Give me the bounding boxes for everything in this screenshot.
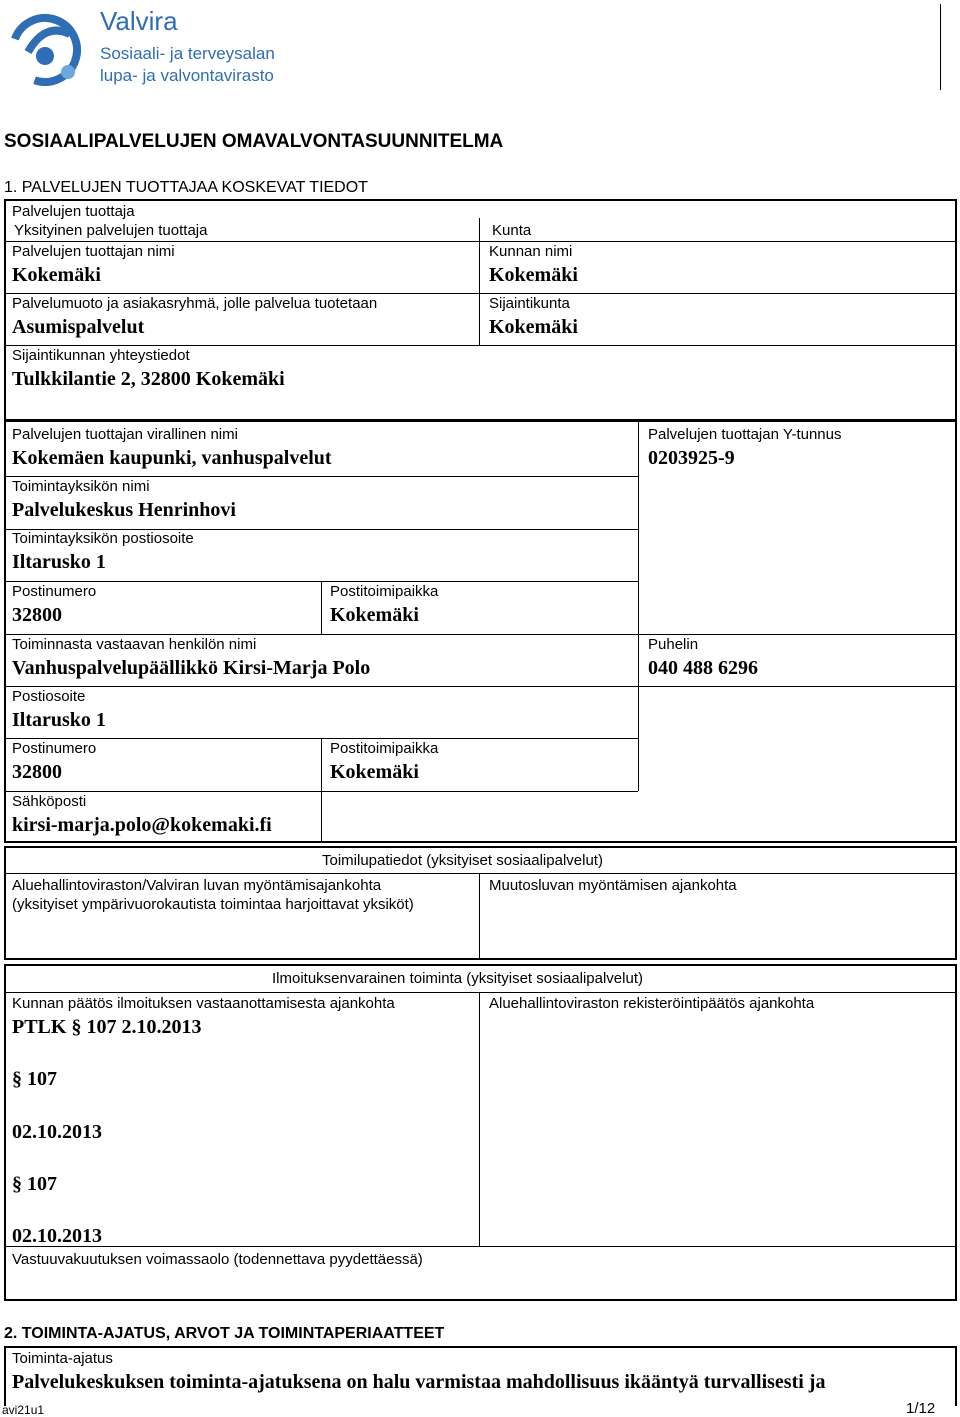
- location-label: Sijaintikunta: [489, 295, 570, 312]
- provider-name-label: Palvelujen tuottajan nimi: [12, 243, 175, 260]
- unit-name-label: Toimintayksikön nimi: [12, 478, 150, 495]
- logo-name: Valvira: [100, 6, 178, 36]
- unit-address: Iltarusko 1: [12, 551, 106, 573]
- section4-heading: Ilmoituksenvarainen toiminta (yksityiset sosiaalipalvelut): [272, 970, 643, 987]
- registration-decision-label: Aluehallintoviraston rekisteröintipäätös ajankohta: [489, 995, 815, 1012]
- page-number: 1/12: [906, 1400, 936, 1417]
- postal-code-label: Postinumero: [12, 583, 97, 600]
- logo-line2: lupa- ja valvontavirasto: [100, 66, 274, 85]
- responsible-label: Toiminnasta vastaavan henkilön nimi: [12, 636, 257, 653]
- mission-label: Toiminta-ajatus: [12, 1350, 113, 1367]
- official-name-label: Palvelujen tuottajan virallinen nimi: [12, 426, 238, 443]
- form-code: avi21u1: [2, 1403, 45, 1417]
- email: kirsi-marja.polo@kokemaki.fi: [12, 814, 272, 836]
- permit-date-label-2: (yksityiset ympärivuorokautista toimintaa harjoittavat yksiköt): [12, 896, 414, 913]
- phone: 040 488 6296: [648, 657, 758, 679]
- municipality-name: Kokemäki: [489, 264, 578, 286]
- provider-label: Palvelujen tuottaja: [12, 203, 135, 220]
- municipal-decision-label: Kunnan päätös ilmoituksen vastaanottamisesta ajankohta: [12, 995, 395, 1012]
- permit-date-label-1: Aluehallintoviraston/Valviran luvan myöntämisajankohta: [12, 877, 382, 894]
- post-office2: Kokemäki: [330, 761, 419, 783]
- mission-text: Palvelukeskuksen toiminta-ajatuksena on halu varmistaa mahdollisuus ikääntyä turvallisesti ja: [12, 1371, 826, 1393]
- address: Iltarusko 1: [12, 709, 106, 731]
- postal-code2: 32800: [12, 761, 62, 783]
- location: Kokemäki: [489, 316, 578, 338]
- municipality-name-label: Kunnan nimi: [489, 243, 573, 260]
- provider-name: Kokemäki: [12, 264, 101, 286]
- contact: Tulkkilantie 2, 32800 Kokemäki: [12, 368, 285, 390]
- header-divider: [940, 4, 941, 90]
- decision-line-2: § 107: [12, 1068, 57, 1090]
- email-label: Sähköposti: [12, 793, 87, 810]
- post-office2-label: Postitoimipaikka: [330, 740, 439, 757]
- page-title: SOSIAALIPALVELUJEN OMAVALVONTASUUNNITELMA: [4, 131, 504, 152]
- decision-line-4: § 107: [12, 1173, 57, 1195]
- contact-label: Sijaintikunnan yhteystiedot: [12, 347, 190, 364]
- section3-heading: Toimilupatiedot (yksityiset sosiaalipalvelut): [322, 852, 603, 869]
- ytunnus: 0203925-9: [648, 447, 735, 469]
- section5-heading: 2. TOIMINTA-AJATUS, ARVOT JA TOIMINTAPERIAATTEET: [4, 1325, 445, 1342]
- decision-line-1: PTLK § 107 2.10.2013: [12, 1016, 202, 1038]
- ytunnus-label: Palvelujen tuottajan Y-tunnus: [648, 426, 842, 443]
- section1-heading: 1. PALVELUJEN TUOTTAJAA KOSKEVAT TIEDOT: [4, 179, 368, 196]
- service-form: Asumispalvelut: [12, 316, 145, 338]
- valvira-logo-icon: [8, 12, 86, 86]
- logo-line1: Sosiaali- ja terveysalan: [100, 44, 275, 63]
- unit-name: Palvelukeskus Henrinhovi: [12, 499, 236, 521]
- postal-code: 32800: [12, 604, 62, 626]
- postal-code2-label: Postinumero: [12, 740, 97, 757]
- valvira-logo: [8, 6, 298, 88]
- provider-type: Yksityinen palvelujen tuottaja: [14, 222, 208, 239]
- official-name: Kokemäen kaupunki, vanhuspalvelut: [12, 447, 332, 469]
- phone-label: Puhelin: [648, 636, 699, 653]
- post-office: Kokemäki: [330, 604, 419, 626]
- responsible: Vanhuspalvelupäällikkö Kirsi-Marja Polo: [12, 657, 371, 679]
- insurance-label: Vastuuvakuutuksen voimassaolo (todennettava pyydettäessä): [12, 1251, 423, 1268]
- address-label: Postiosoite: [12, 688, 86, 705]
- unit-address-label: Toimintayksikön postiosoite: [12, 530, 194, 547]
- decision-line-3: 02.10.2013: [12, 1121, 102, 1143]
- decision-line-5: 02.10.2013: [12, 1225, 102, 1247]
- service-form-label: Palvelumuoto ja asiakasryhmä, jolle palvelua tuotetaan: [12, 295, 378, 312]
- post-office-label: Postitoimipaikka: [330, 583, 439, 600]
- change-permit-label: Muutosluvan myöntämisen ajankohta: [489, 877, 737, 894]
- kunta-label: Kunta: [492, 222, 532, 239]
